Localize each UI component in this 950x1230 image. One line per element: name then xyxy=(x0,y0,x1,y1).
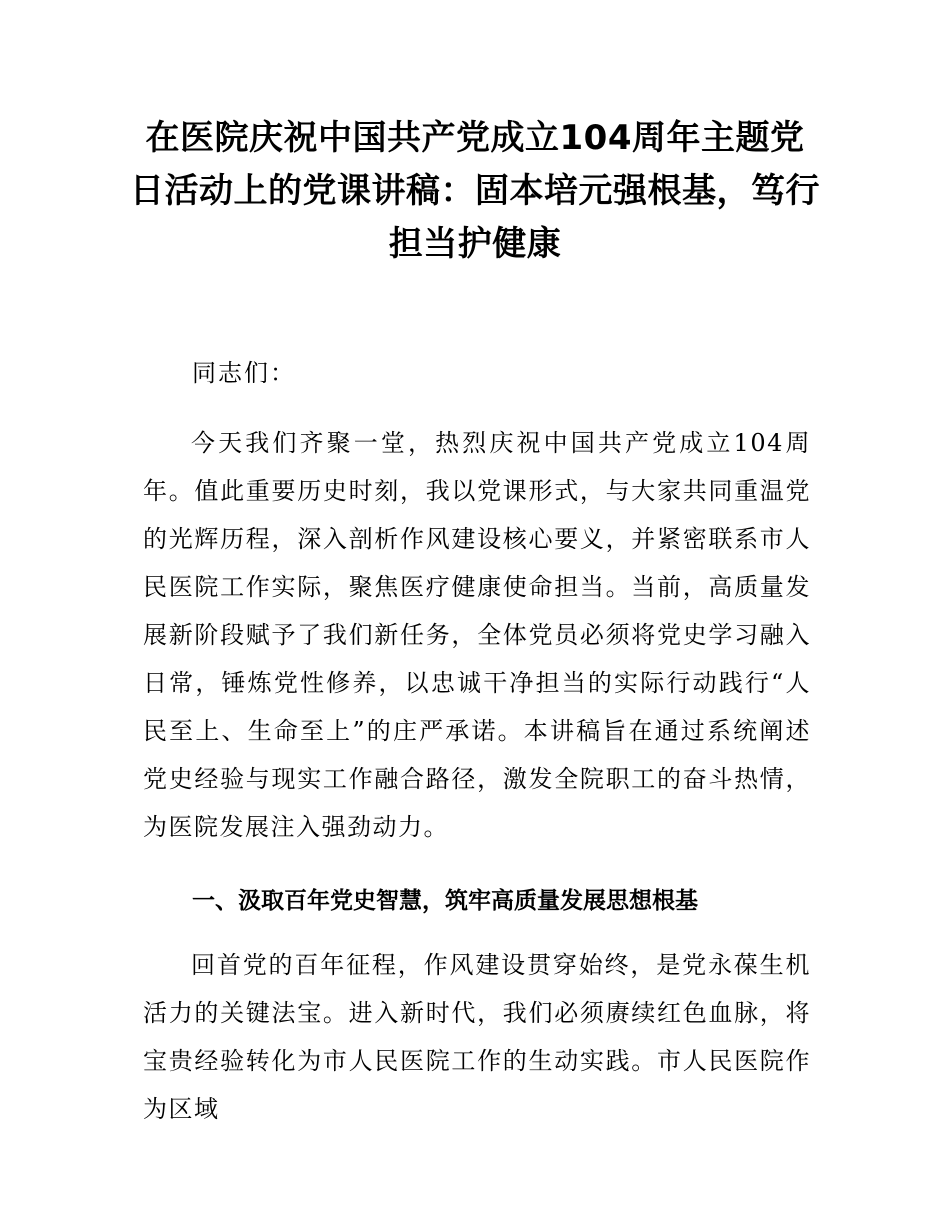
section-paragraph: 回首党的百年征程，作风建设贯穿始终，是党永葆生机活力的关键法宝。进入新时代，我们必须赓续红色血脉，将宝贵经验转化为市人民医院工作的生动实践。市人民医院作为区域 xyxy=(143,951,811,1123)
intro-paragraph: 今天我们齐聚一堂，热烈庆祝中国共产党成立104周年。值此重要历史时刻，我以党课形式，与大家共同重温党的光辉历程，深入剖析作风建设核心要义，并紧密联系市人民医院工作实际，聚焦医疗健康使命担当。当前，高质量发展新阶段赋予了我们新任务，全体党员必须将党史学习融入日常，锤炼党性修养，以忠诚干净担当的实际行动践行“人民至上、生命至上”的庄严承诺。本讲稿旨在通过系统阐述党史经验与现实工作融合路径，激发全院职工的奋斗热情，为医院发展注入强劲动力。 xyxy=(143,429,811,841)
salutation: 同志们： xyxy=(192,359,296,387)
section-heading: 一、汲取百年党史智慧，筑牢高质量发展思想根基 xyxy=(192,888,698,914)
document-title: 在医院庆祝中国共产党成立104周年主题党日活动上的党课讲稿：固本培元强根基，笃行担当护健康 xyxy=(130,118,820,264)
